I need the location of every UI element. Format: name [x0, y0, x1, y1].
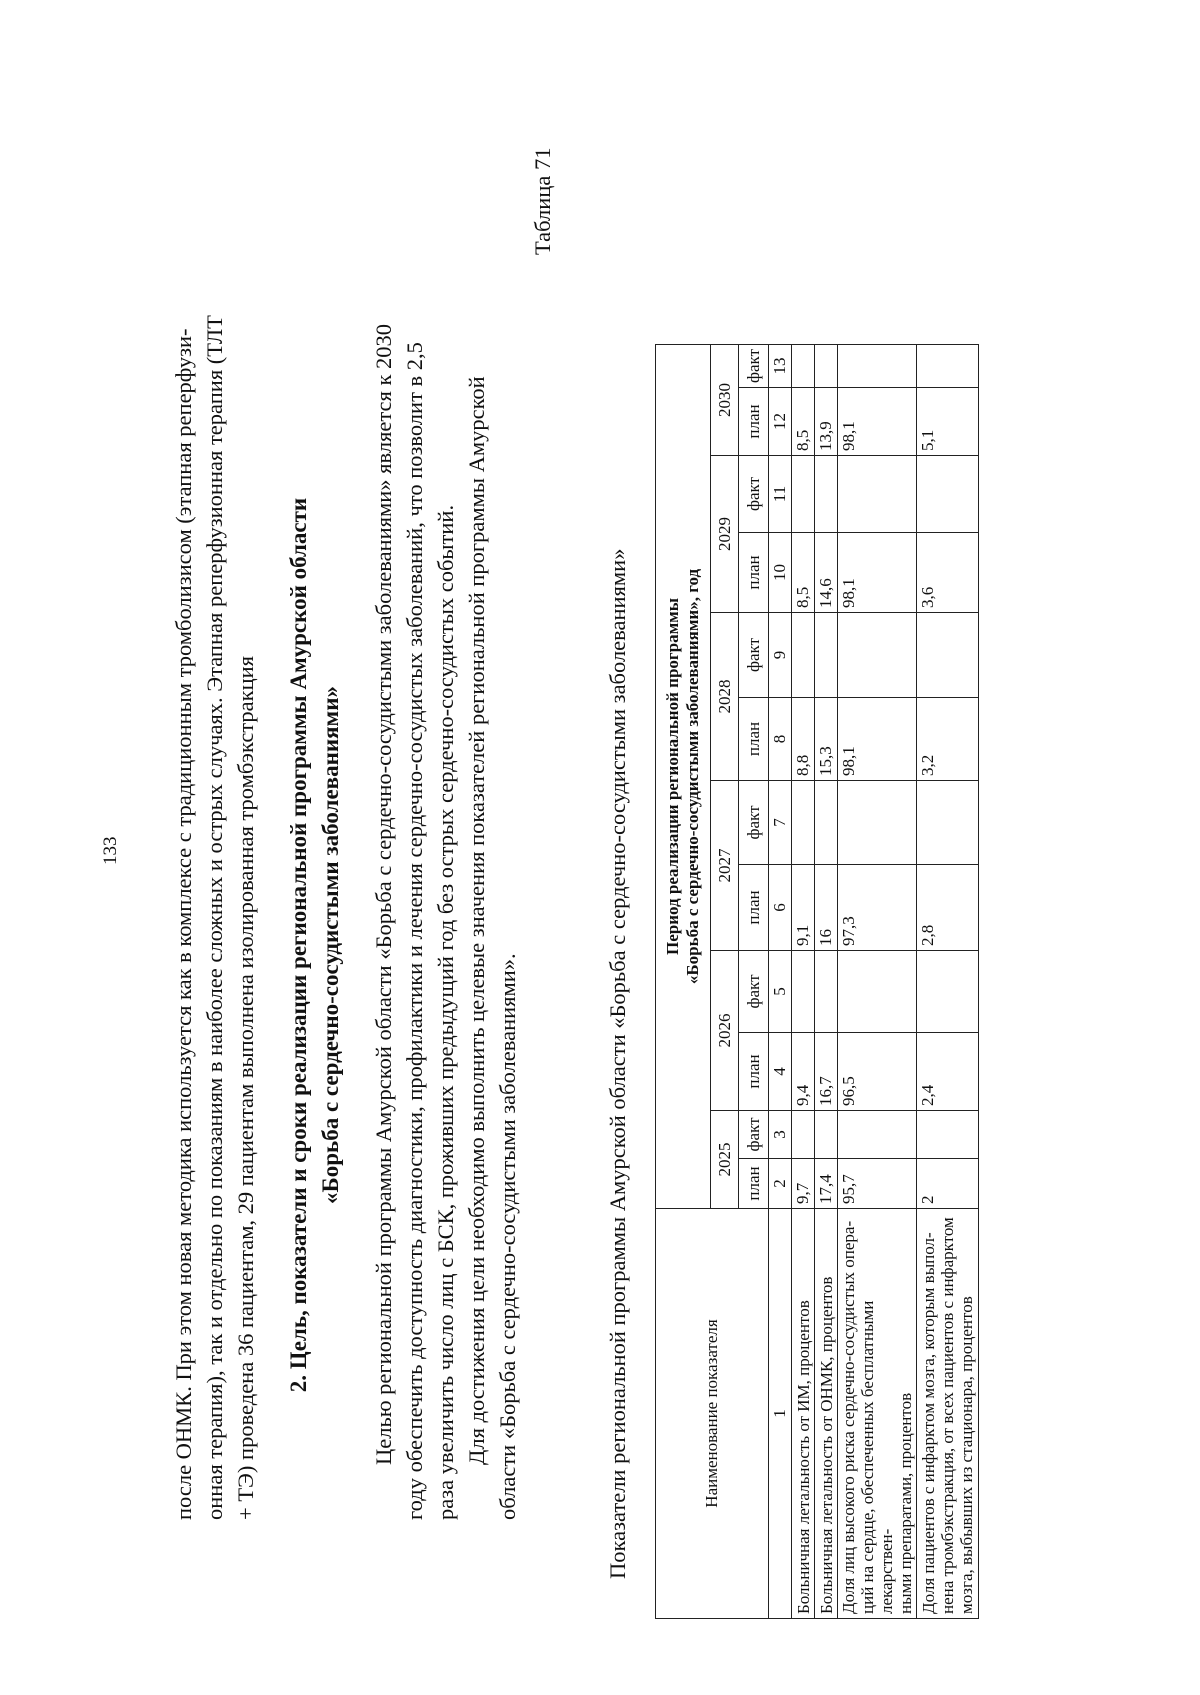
- table-row: [917, 344, 979, 1618]
- year-header: 2025: [711, 1111, 739, 1209]
- plan-header: план: [739, 533, 769, 613]
- fact-header: факт: [739, 781, 769, 865]
- indicator-name-line: нена тромбэкстракция, от всех пациентов с инфарктом: [938, 1217, 957, 1614]
- value-cell: 2: [917, 1159, 979, 1209]
- value-cell: [917, 456, 979, 533]
- table-row: [815, 344, 838, 1618]
- indicator-name-line: Больничная летальность от ОНМК, процентов: [816, 1276, 836, 1614]
- value-cell: [815, 613, 838, 698]
- column-numbers-row: [769, 344, 792, 1618]
- intro-line: онная терапия), так и отдельно по показаниям в наиболее сложных и острых случаях. Этапная реперфузионная терапия (ТЛТ: [202, 315, 227, 1520]
- value-cell: 96,5: [838, 1033, 917, 1111]
- value-cell: 98,1: [838, 388, 917, 456]
- value-cell: [792, 613, 815, 698]
- plan-header: план: [739, 698, 769, 781]
- column-number: 8: [769, 698, 792, 781]
- value-cell: [838, 1111, 917, 1159]
- indicator-name: [792, 1209, 815, 1619]
- goal-paragraph: [368, 324, 523, 1520]
- value-cell: 16: [815, 865, 838, 951]
- column-number: 10: [769, 533, 792, 613]
- value-cell: [792, 344, 815, 387]
- fact-header: факт: [739, 344, 769, 387]
- year-header: 2028: [711, 613, 739, 781]
- value-cell: [917, 613, 979, 698]
- value-cell: [917, 951, 979, 1033]
- value-cell: 2,8: [917, 865, 979, 951]
- indicators-table: [655, 344, 979, 1619]
- year-header: 2030: [711, 344, 739, 455]
- value-cell: 5,1: [917, 388, 979, 456]
- goal-line: Целью региональной программы Амурской области «Борьба с сердечно-сосудистыми заболеваниями» является к 2030: [371, 323, 396, 1465]
- section-heading-line: «Борьба с сердечно-сосудистыми заболеваниями»: [318, 686, 343, 1204]
- name-column-header: Наименование показателя: [656, 1209, 769, 1619]
- column-number: 13: [769, 344, 792, 387]
- value-cell: 8,5: [792, 533, 815, 613]
- fact-header: факт: [739, 456, 769, 533]
- value-cell: [917, 1111, 979, 1159]
- intro-line: после ОНМК. При этом новая методика используется как в комплексе с традиционным тромболизисом (этапная реперфузи-: [171, 328, 196, 1520]
- period-header-line: «Борьба с сердечно-сосудистыми заболеваниями», год: [683, 568, 702, 985]
- value-cell: [917, 781, 979, 865]
- value-cell: 14,6: [815, 533, 838, 613]
- indicator-name-line: ными препаратами, процентов: [896, 1392, 915, 1614]
- column-number: 4: [769, 1033, 792, 1111]
- table-row: [838, 344, 917, 1618]
- value-cell: [838, 344, 917, 387]
- value-cell: [792, 456, 815, 533]
- value-cell: 8,8: [792, 698, 815, 781]
- goal-line: Для достижения цели необходимо выполнить целевые значения показателей региональной программы Амурской: [464, 376, 489, 1465]
- value-cell: [792, 781, 815, 865]
- indicator-name-line: мозга, выбывших из стационара, процентов: [957, 1296, 976, 1614]
- indicator-name: [815, 1209, 838, 1619]
- value-cell: 97,3: [838, 865, 917, 951]
- section-heading: [283, 495, 347, 1395]
- value-cell: 2,4: [917, 1033, 979, 1111]
- period-header-line: Период реализации региональной программы: [663, 597, 682, 955]
- value-cell: 9,7: [792, 1159, 815, 1209]
- value-cell: [815, 344, 838, 387]
- plan-header: план: [739, 1159, 769, 1209]
- value-cell: [838, 456, 917, 533]
- goal-line: области «Борьба с сердечно-сосудистыми заболеваниями».: [495, 953, 520, 1520]
- goal-line: году обеспечить доступность диагностики, профилактики и лечения сердечно-сосудистых заболеваний, что позволит в 2,5: [402, 342, 427, 1520]
- plan-header: план: [739, 388, 769, 456]
- section-heading-line: 2. Цель, показатели и сроки реализации региональной программы Амурской области: [286, 497, 311, 1393]
- column-number: 1: [769, 1209, 792, 1619]
- value-cell: [792, 1111, 815, 1159]
- table-row: [792, 344, 815, 1618]
- fact-header: факт: [739, 1111, 769, 1159]
- table-caption: Показатели региональной программы Амурской области «Борьба с сердечно-сосудистыми заболеваниями»: [605, 548, 630, 1579]
- column-number: 5: [769, 951, 792, 1033]
- value-cell: [815, 951, 838, 1033]
- column-number: 9: [769, 613, 792, 698]
- value-cell: 95,7: [838, 1159, 917, 1209]
- value-cell: [792, 951, 815, 1033]
- value-cell: 13,9: [815, 388, 838, 456]
- indicator-name-line: ций на сердце, обеспеченных бесплатными лекарствен-: [858, 1300, 896, 1614]
- value-cell: 3,2: [917, 698, 979, 781]
- plan-header: план: [739, 865, 769, 951]
- column-number: 12: [769, 388, 792, 456]
- value-cell: [815, 781, 838, 865]
- column-number: 7: [769, 781, 792, 865]
- value-cell: 15,3: [815, 698, 838, 781]
- year-header: 2029: [711, 456, 739, 613]
- goal-line: раза увеличить число лиц с БСК, проживших предыдущий год без острых сердечно-сосудистых событий.: [433, 504, 458, 1520]
- intro-line: + ТЭ) проведена 36 пациентам, 29 пациентам выполнена изолированная тромбэкстракция: [233, 655, 258, 1520]
- column-number: 3: [769, 1111, 792, 1159]
- value-cell: 9,4: [792, 1033, 815, 1111]
- fact-header: факт: [739, 613, 769, 698]
- value-cell: [815, 1111, 838, 1159]
- plan-header: план: [739, 1033, 769, 1111]
- intro-paragraph: [168, 315, 261, 1520]
- page-number: 133: [100, 836, 121, 865]
- indicator-name: [917, 1209, 979, 1619]
- value-cell: 8,5: [792, 388, 815, 456]
- value-cell: [838, 613, 917, 698]
- column-number: 2: [769, 1159, 792, 1209]
- column-number: 6: [769, 865, 792, 951]
- year-header: 2026: [711, 951, 739, 1111]
- value-cell: [815, 456, 838, 533]
- value-cell: 98,1: [838, 698, 917, 781]
- table-number: Таблица 71: [530, 147, 555, 255]
- value-cell: 16,7: [815, 1033, 838, 1111]
- indicator-name-line: Больничная летальность от ИМ, процентов: [793, 1300, 813, 1614]
- value-cell: [838, 781, 917, 865]
- year-header: 2027: [711, 781, 739, 951]
- value-cell: 3,6: [917, 533, 979, 613]
- indicator-name-line: Доля лиц высокого риска сердечно-сосудистых опера-: [839, 1220, 858, 1614]
- fact-header: факт: [739, 951, 769, 1033]
- period-header: [656, 344, 711, 1208]
- value-cell: 98,1: [838, 533, 917, 613]
- value-cell: 17,4: [815, 1159, 838, 1209]
- indicator-name-line: Доля пациентов с инфарктом мозга, которым выпол-: [919, 1232, 938, 1614]
- value-cell: [838, 951, 917, 1033]
- indicator-name: [838, 1209, 917, 1619]
- value-cell: 9,1: [792, 865, 815, 951]
- column-number: 11: [769, 456, 792, 533]
- value-cell: [917, 344, 979, 387]
